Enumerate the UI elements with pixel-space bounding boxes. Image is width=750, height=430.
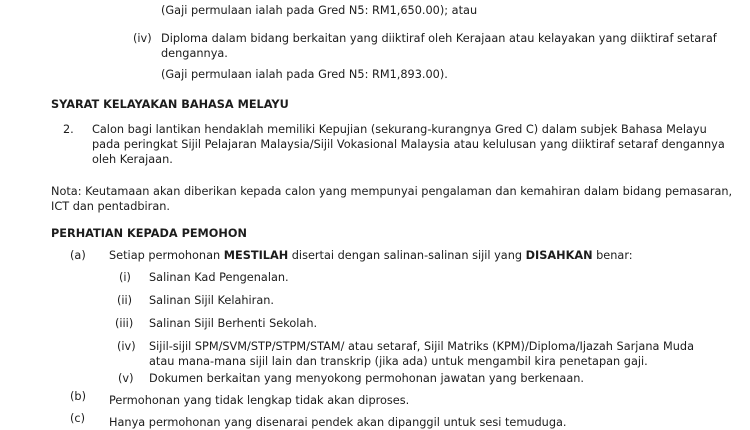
section-heading-perhatian: PERHATIAN KEPADA PEMOHON bbox=[51, 227, 247, 240]
emphasis-mestilah: MESTILAH bbox=[223, 249, 289, 262]
item-marker-c: (c) bbox=[70, 412, 86, 425]
section-heading-bahasa: SYARAT KELAYAKAN BAHASA MELAYU bbox=[51, 98, 289, 111]
bahasa-req-line-3: oleh Kerajaan. bbox=[92, 153, 173, 166]
sub-item-birth-cert: Salinan Sijil Kelahiran. bbox=[149, 294, 274, 307]
bahasa-req-line-1: Calon bagi lantikan hendaklah memiliki Kepujian (sekurang-kurangnya Gred C) dalam subjek Bahasa Melayu bbox=[92, 123, 707, 136]
item-b-text: Permohonan yang tidak lengkap tidak akan diproses. bbox=[109, 394, 410, 407]
sub-item-certs-line-1: Sijil-sijil SPM/SVM/STP/STPM/STAM/ atau setaraf, Sijil Matriks (KPM)/Diploma/Ijazah Sarjana Muda bbox=[149, 340, 695, 353]
item-number-2: 2. bbox=[63, 123, 74, 136]
sub-item-ic-copy: Salinan Kad Pengenalan. bbox=[149, 271, 289, 284]
nota-line-1: Nota: Keutamaan akan diberikan kepada calon yang mempunyai pengalaman dan kemahiran dalam bidang pemasaran, bbox=[51, 185, 733, 198]
sub-marker-iv: (iv) bbox=[117, 340, 136, 353]
item-marker-a: (a) bbox=[70, 249, 86, 262]
sub-marker-i: (i) bbox=[119, 271, 131, 284]
sub-item-certs-line-2: atau mana-mana sijil lain dan transkrip (jika ada) untuk mengambil kira penetapan gaji. bbox=[149, 355, 648, 368]
diploma-line-2: dengannya. bbox=[161, 47, 228, 60]
item-a-text: Setiap permohonan MESTILAH disertai dengan salinan-salinan sijil yang DISAHKAN benar: bbox=[109, 249, 633, 262]
nota-line-2: ICT dan pentadbiran. bbox=[51, 200, 170, 213]
sub-item-school-leaving: Salinan Sijil Berhenti Sekolah. bbox=[149, 317, 318, 330]
bahasa-req-line-2: pada peringkat Sijil Pelajaran Malaysia/Sijil Vokasional Malaysia atau kelulusan yang diiktiraf setaraf dengannya bbox=[92, 138, 725, 151]
sub-marker-ii: (ii) bbox=[117, 294, 133, 307]
salary-note-1: (Gaji permulaan ialah pada Gred N5: RM1,650.00); atau bbox=[161, 4, 478, 17]
salary-note-2: (Gaji permulaan ialah pada Gred N5: RM1,893.00). bbox=[161, 68, 448, 81]
list-marker-iv: (iv) bbox=[133, 32, 152, 45]
diploma-line-1: Diploma dalam bidang berkaitan yang diiktiraf oleh Kerajaan atau kelayakan yang diiktiraf setaraf bbox=[161, 32, 717, 45]
sub-marker-v: (v) bbox=[118, 372, 134, 385]
sub-item-supporting-docs: Dokumen berkaitan yang menyokong permohonan jawatan yang berkenaan. bbox=[149, 372, 585, 385]
item-c-text: Hanya permohonan yang disenarai pendek akan dipanggil untuk sesi temuduga. bbox=[109, 416, 567, 429]
sub-marker-iii: (iii) bbox=[115, 317, 134, 330]
emphasis-disahkan: DISAHKAN bbox=[525, 249, 593, 262]
item-marker-b: (b) bbox=[70, 390, 86, 403]
